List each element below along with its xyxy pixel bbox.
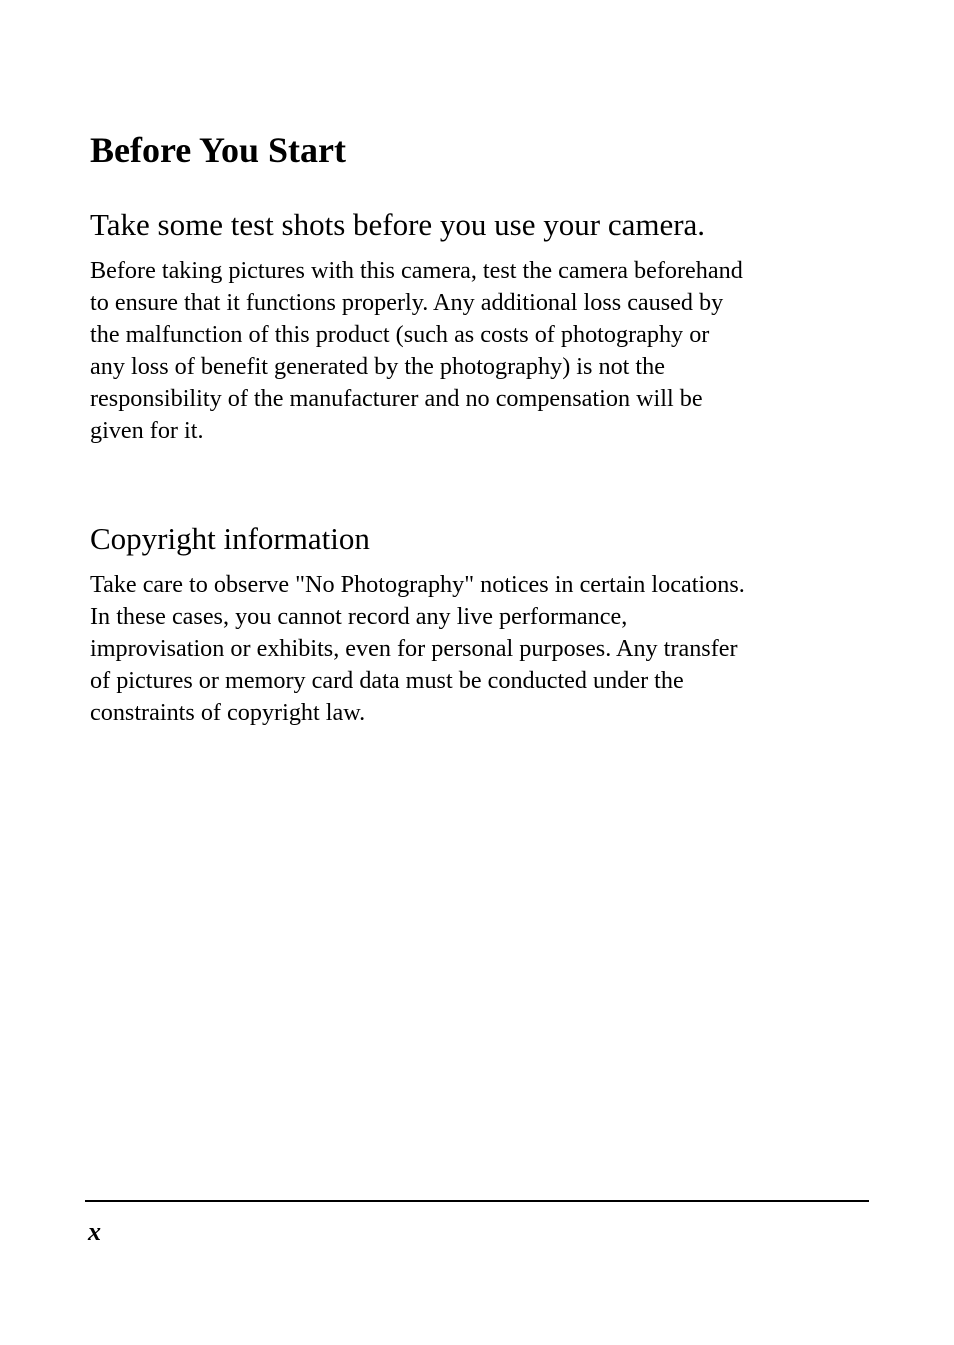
section-body-test-shots	[90, 255, 870, 447]
footer-rule	[85, 1200, 869, 1202]
body-line: Take care to observe "No Photography" notices in certain locations.	[90, 571, 745, 598]
body-line: any loss of benefit generated by the photography) is not the	[90, 353, 665, 380]
page-title: Before You Start	[90, 130, 346, 170]
section-heading-test-shots: Take some test shots before you use your camera.	[90, 207, 706, 242]
body-line: responsibility of the manufacturer and no compensation will be	[90, 385, 703, 412]
body-line: In these cases, you cannot record any live performance,	[90, 603, 628, 630]
body-line: given for it.	[90, 417, 204, 444]
section-heading-copyright: Copyright information	[90, 521, 370, 556]
body-line: to ensure that it functions properly. Any additional loss caused by	[90, 289, 724, 316]
page-number: x	[88, 1217, 101, 1246]
body-line: Before taking pictures with this camera, test the camera beforehand	[90, 257, 743, 284]
body-line: constraints of copyright law.	[90, 699, 366, 726]
section-body-copyright	[90, 569, 870, 729]
body-line: the malfunction of this product (such as costs of photography or	[90, 321, 710, 348]
body-line: improvisation or exhibits, even for personal purposes. Any transfer	[90, 635, 738, 662]
body-line: of pictures or memory card data must be conducted under the	[90, 667, 684, 694]
